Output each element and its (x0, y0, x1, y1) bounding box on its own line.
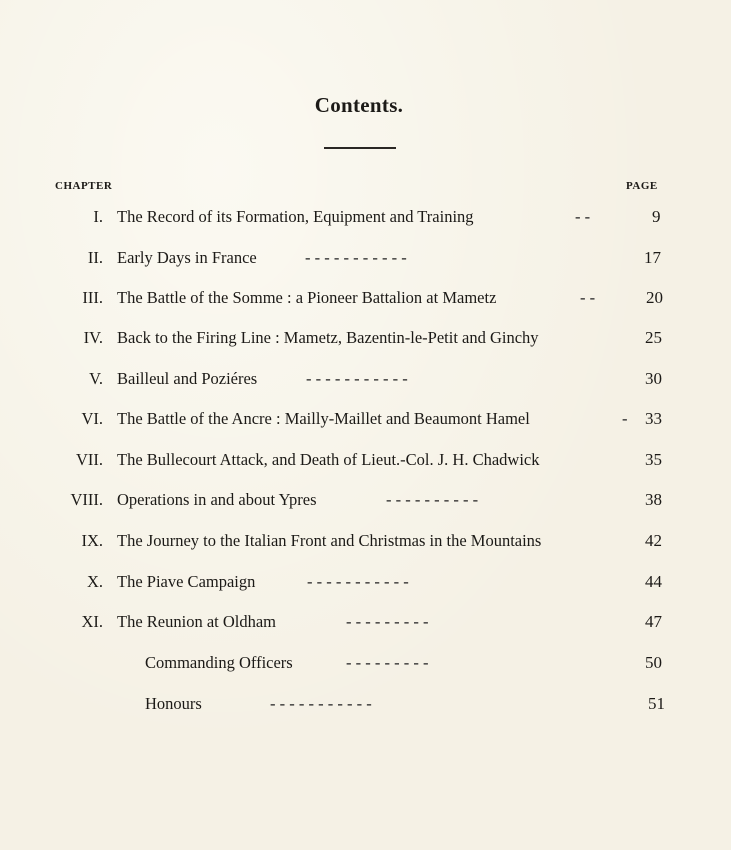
contents-entry (0, 649, 731, 677)
page-number: 9 (652, 207, 661, 226)
page-number: 35 (645, 450, 662, 469)
contents-entry (0, 244, 731, 272)
chapter-title: Back to the Firing Line : Mametz, Bazentin-le-Petit and Ginchy (117, 328, 539, 347)
page-title: Contents. (314, 93, 404, 117)
page-number: 20 (646, 288, 663, 307)
chapter-title: Bailleul and Poziéres (117, 369, 258, 388)
page-number: 51 (648, 694, 665, 713)
contents-entry (0, 568, 731, 596)
page-number: 25 (645, 328, 662, 347)
chapter-number: III. (82, 288, 103, 307)
chapter-title: The Record of its Formation, Equipment and Training (117, 207, 474, 226)
chapter-number: IV. (83, 328, 103, 347)
dot-leader: - - - - - - - - - (346, 653, 429, 672)
contents-entry (0, 486, 731, 514)
page-number: 38 (645, 490, 662, 509)
chapter-number: V. (89, 369, 103, 388)
page-number: 42 (645, 531, 662, 550)
dot-leader: - - (580, 288, 596, 307)
chapter-title: The Reunion at Oldham (117, 612, 277, 631)
chapter-title: The Journey to the Italian Front and Christmas in the Mountains (117, 531, 542, 550)
chapter-title: The Bullecourt Attack, and Death of Lieut.-Col. J. H. Chadwick (117, 450, 540, 469)
chapter-title: The Piave Campaign (117, 572, 256, 591)
contents-entry (0, 527, 731, 555)
chapter-title: Early Days in France (117, 248, 257, 267)
page-number: 17 (644, 248, 661, 267)
dot-leader: - - - - - - - - - - - (307, 572, 409, 591)
contents-entry (0, 324, 731, 352)
page-number: 30 (645, 369, 662, 388)
dot-leader: - - - - - - - - - - - (270, 694, 372, 713)
chapter-title: The Battle of the Somme : a Pioneer Battalion at Mametz (117, 288, 497, 307)
chapter-number: VII. (75, 450, 103, 469)
contents-entry (0, 446, 731, 474)
chapter-number: VIII. (70, 490, 103, 509)
page-column-label: PAGE (626, 180, 658, 192)
dot-leader: - - - - - - - - - - - (306, 369, 408, 388)
chapter-title: Commanding Officers (145, 653, 293, 672)
dot-leader: - - (575, 207, 591, 226)
chapter-title: Honours (145, 694, 202, 713)
contents-entry (0, 608, 731, 636)
chapter-number: I. (93, 207, 103, 226)
dot-leader: - (622, 409, 628, 428)
chapter-number: II. (87, 248, 103, 267)
chapter-number: IX. (81, 531, 103, 550)
dot-leader: - - - - - - - - - - (386, 490, 479, 509)
page-number: 44 (645, 572, 662, 591)
chapter-title: The Battle of the Ancre : Mailly-Maillet and Beaumont Hamel (117, 409, 530, 428)
chapter-number: XI. (81, 612, 103, 631)
page-number: 33 (645, 409, 662, 428)
chapter-number: VI. (81, 409, 103, 428)
dot-leader: - - - - - - - - - (346, 612, 429, 631)
contents-entry (0, 203, 731, 231)
contents-entry (0, 284, 731, 312)
chapter-title: Operations in and about Ypres (117, 490, 317, 509)
dot-leader: - - - - - - - - - - - (305, 248, 407, 267)
contents-entry (0, 405, 731, 433)
chapter-number: X. (86, 572, 103, 591)
contents-entry (0, 365, 731, 393)
page-number: 47 (645, 612, 662, 631)
contents-entry (0, 690, 731, 718)
page-number: 50 (645, 653, 662, 672)
chapter-column-label: CHAPTER (55, 180, 113, 192)
